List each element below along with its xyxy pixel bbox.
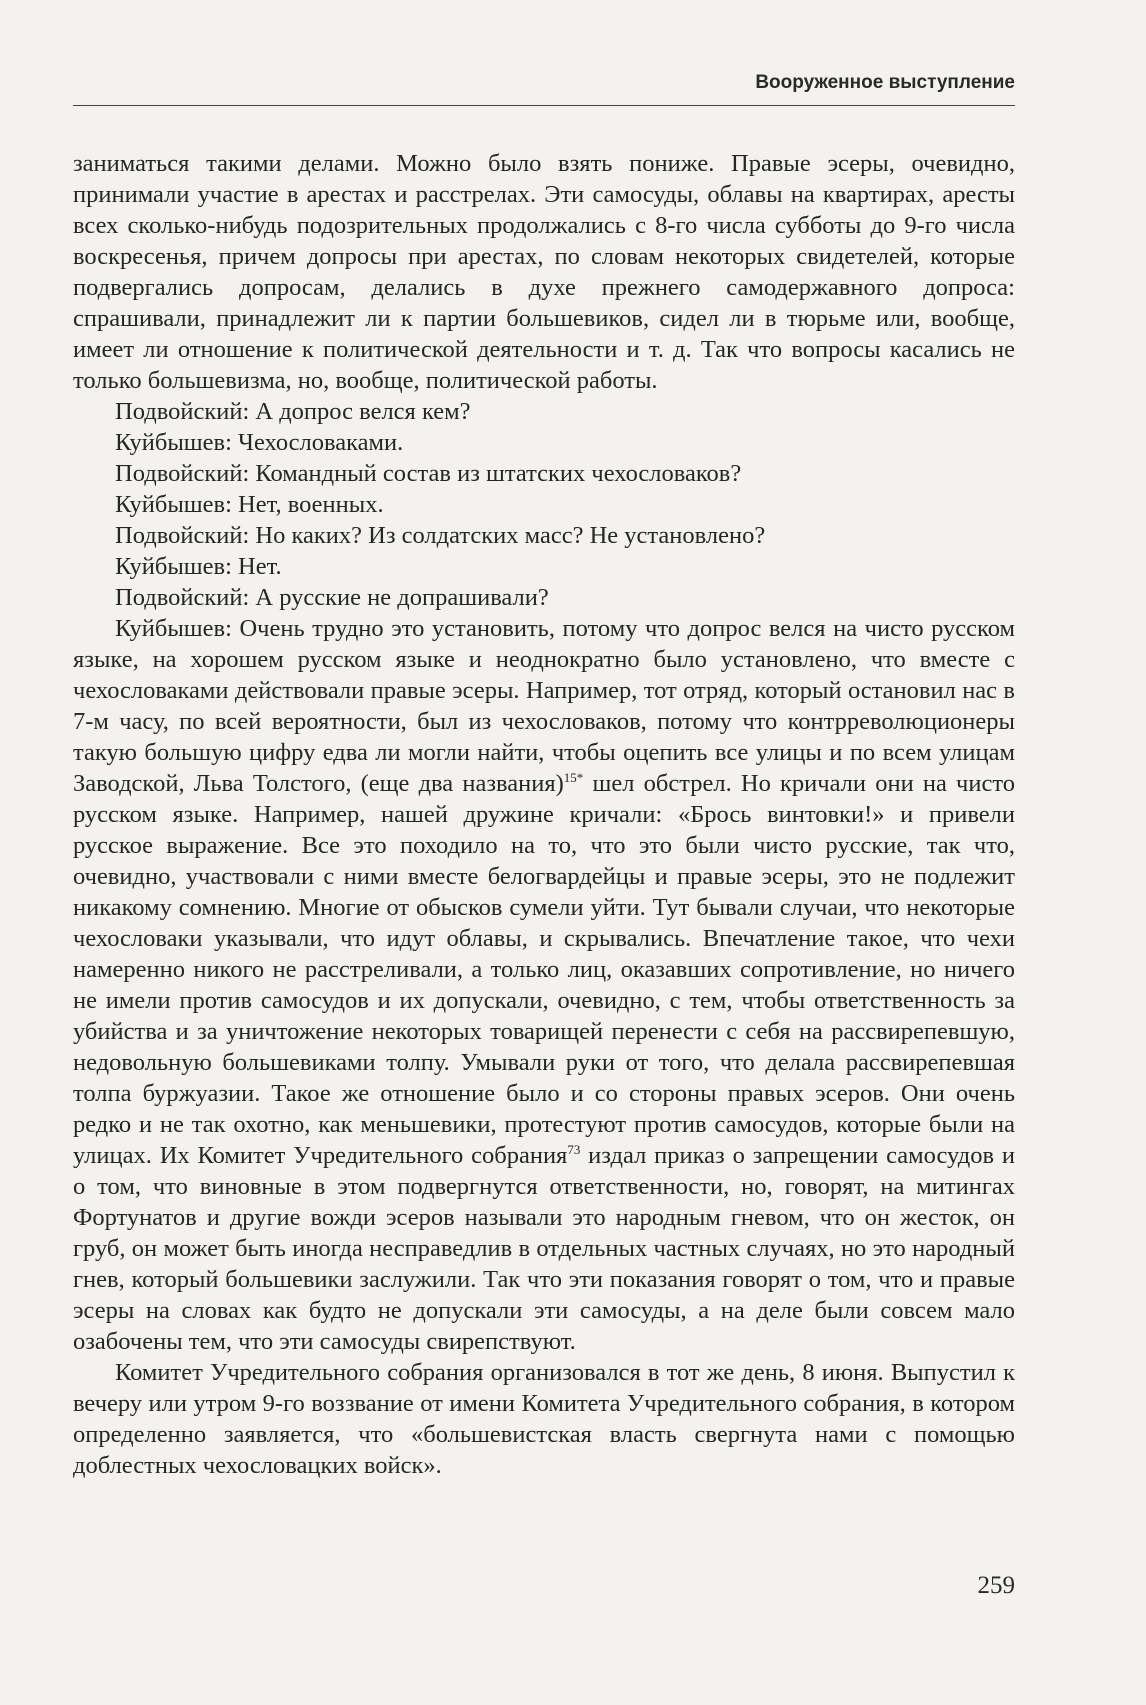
answer-text-part-2: шел обстрел. Но кричали они на чисто русском языке. Например, нашей дружине кричали: «Брось винтовки!» и привели русское выражение. Все это походило на то, что это были чисто русские, так что, очевидно, участвовали с ними вместе белогвардейцы и правые эсеры, это не подлежит никакому сомнению. Многие от обысков сумели уйти. Тут бывали случаи, что некоторые чехословаки указывали, что идут облавы, и скрывались. Впечатление такое, что чехи намеренно никого не расстреливали, а только лиц, оказавших сопротивление, но ничего не имели против самосудов и их допускали, очевидно, с тем, чтобы ответственность за убийства и за уничтожение некоторых товарищей перенести с себя на рассвирепевшую, недовольную большевиками толпу. Умывали руки от того, что делала рассвирепевшая толпа буржуазии. Такое же отношение было и со стороны правых эсеров. Они очень редко и не так охотно, как меньшевики, протестуют против самосудов, которые были на улицах. Их Комитет Учредительного собрания: [73, 770, 1015, 1169]
answer-text-part-3: издал приказ о запрещении самосудов и о том, что виновные в этом подвергнутся ответственности, но, говорят, на митингах Фортунатов и другие вожди эсеров называли это народным гневом, что он жесток, он груб, он может быть иногда несправедлив в отдельных частных случаях, но это народный гнев, который большевики заслужили. Так что эти показания говорят о том, что и правые эсеры на словах как будто не допускали эти самосуды, а на деле были совсем мало озабочены тем, что эти самосуды свирепствуют.: [73, 1142, 1015, 1355]
page-number: 259: [977, 1572, 1015, 1599]
dialogue-line: Куйбышев: Нет, военных.: [115, 491, 384, 518]
dialogue-line: Подвойский: Командный состав из штатских чехословаков?: [115, 460, 742, 487]
answer-text-part-1: Куйбышев: Очень трудно это установить, потому что допрос велся на чисто русском языке, на хорошем русском языке и неоднократно было установлено, что вместе с чехословаками действовали правые эсеры. Например, тот отряд, который остановил нас в 7-м часу, по всей вероятности, был из чехословаков, потому что контрреволюционеры такую большую цифру едва ли могли найти, чтобы оцепить все улицы и по всем улицам Заводской, Льва Толстого, (еще два названия): [73, 615, 1015, 797]
dialogue-line: Подвойский: Но каких? Из солдатских масс? Не установлено?: [115, 522, 766, 549]
footnote-ref-15: 15*: [563, 770, 584, 785]
dialogue-line: Куйбышев: Нет.: [115, 553, 282, 580]
paragraph-final: Комитет Учредительного собрания организовался в тот же день, 8 июня. Выпустил к вечеру или утром 9-го воззвание от имени Комитета Учредительного собрания, в котором определенно заявляется, что «большевистская власть свергнута нами с помощью доблестных чехословацких войск».: [73, 1359, 1015, 1479]
dialogue-answer-long: [73, 613, 1015, 1357]
dialogue-line: Подвойский: А русские не допрашивали?: [115, 584, 549, 611]
dialogue-line: Куйбышев: Чехословаками.: [115, 429, 404, 456]
dialogue-line: Подвойский: А допрос велся кем?: [115, 398, 471, 425]
header-rule: [73, 105, 1015, 106]
running-head: Вооруженное выступление: [755, 72, 1015, 93]
body-text: [73, 148, 1015, 1481]
paragraph-continuation: заниматься такими делами. Можно было взять пониже. Правые эсеры, очевидно, принимали участие в арестах и расстрелах. Эти самосуды, облавы на квартирах, аресты всех сколько-нибудь подозрительных продолжались с 8-го числа субботы до 9-го числа воскресенья, причем допросы при арестах, по словам некоторых свидетелей, которые подвергались допросам, делались в духе прежнего самодержавного допроса: спрашивали, принадлежит ли к партии большевиков, сидел ли в тюрьме или, вообще, имеет ли отношение к политической деятельности и т. д. Так что вопросы касались не только большевизма, но, вообще, политической работы.: [73, 150, 1015, 394]
footnote-ref-73: 73: [567, 1142, 581, 1157]
